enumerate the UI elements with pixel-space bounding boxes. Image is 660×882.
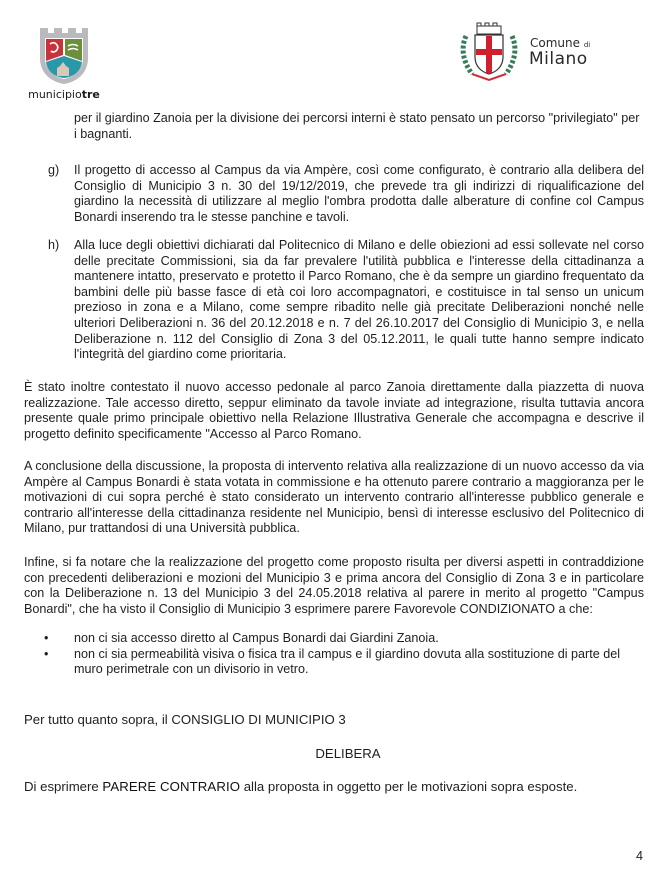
comune-label: Comune di [530,36,591,50]
bullet-item [44,631,644,647]
paragraph-finally: Infine, si fa notare che la realizzazione del progetto come proposto risulta per diversi aspetti in contraddizione con precedenti deliberazioni e mozioni del Municipio 3 e prima ancora del Consiglio di Zona 3 e in particolare con la Deliberazione n. 13 del Municipio 3 del 24.05.2018 relativa al parere in merito al progetto "Campus Bonardi", che ha visto il Consiglio di Municipio 3 esprimere parere Favorevole CONDIZIONATO a che: [24,555,644,616]
closing-statement: Per tutto quanto sopra, il CONSIGLIO DI MUNICIPIO 3 [24,712,346,727]
conditions-list [44,631,644,678]
bullet-icon: • [44,631,49,645]
list-item-g [48,163,644,225]
list-item-text: Alla luce degli obiettivi dichiarati dal Politecnico di Milano e delle obiezioni ad essi sollevate nel corso delle precitate Commissioni, sia da far prevalere l'utilità pubblica e l'interesse della cittadinanza a mantenere intatto, preservato e protetto il Parco Romano, che è da sempre un giardino frequentato da bambini delle più basse fasce di età coi loro accompagnatori, e costituisce in tal senso un unicum prezioso in zona e a Milano, come sempre ribadito nelle già precitate Deliberazioni nonché nelle ulteriori Deliberazioni n. 36 del 20.12.2018 e n. 7 del 26.10.2017 del Consiglio di Municipio 3, e nella Deliberazione n. 112 del Consiglio di Zona 3 del 05.12.2011, le quali tutte hanno sempre indicato l'integrità del giardino come prioritaria. [74,238,644,362]
final-prefix: Di esprimere [24,779,103,794]
bullet-text: non ci sia accesso diretto al Campus Bonardi dai Giardini Zanoia. [74,631,439,645]
bullet-icon: • [44,646,49,661]
final-suffix: alla proposta in oggetto per le motivazioni sopra esposte. [240,779,578,794]
comune-di-milano-logo [456,22,606,82]
paragraph-conclusion: A conclusione della discussione, la proposta di intervento relativa alla realizzazione di un nuovo accesso da via Ampère al Campus Bonardi è stata votata in commissione e ha ottenuto parere contrario a maggioranza per le motivazioni di cui sopra perché è stato considerato un intervento contrario all'interesse pubblico generale e contrario all'interesse della cittadinanza residente nel Municipio, bensì di interesse esclusivo del Politecnico di Milano, pur trattandosi di una Università pubblica. [24,459,644,536]
paragraph-access-contested: È stato inoltre contestato il nuovo accesso pedonale al parco Zanoia direttamente dalla piazzetta di nuova realizzazione. Tale accesso diretto, seppur eliminato da tavole inviate ad integrazione, risulta tuttavia ancora presente quale primo principale obiettivo nella Relazione Illustrativa Generale che accompagna e descrive il progetto definito specificamente "Accesso al Parco Romano. [24,380,644,441]
milano-label: Milano [529,49,588,69]
bullet-text: non ci sia permeabilità visiva o fisica tra il campus e il giardino dovuta alla sostituzione di parte del muro perimetrale con un divisorio in vetro. [74,646,621,677]
final-emphasis: PARERE CONTRARIO [102,779,241,794]
municipio-shield-icon [36,24,92,86]
item-f-continuation: per il giardino Zanoia per la divisione dei percorsi interni è stato pensato un percorso "privilegiato" per i bagnanti. [74,111,640,141]
delibera-heading: DELIBERA [315,746,381,761]
bullet-item [44,647,644,678]
list-item-text: Il progetto di accesso al Campus da via Ampère, così come configurato, è contrario alla delibera del Consiglio di Municipio 3 n. 30 del 19/12/2019, che prevede tra gli indirizzi di riqualificazione del giardino la necessità di utilizzare al meglio l'ombra prodotta dalle alberature di confine col Campus Bonardi inserendo tra le stesse panchine e tavoli. [74,163,644,224]
final-resolution [24,779,577,795]
municipio-tre-logo [28,24,100,101]
municipio-tre-label: municipiotre [28,88,100,101]
list-marker: h) [48,238,60,252]
list-item-h [48,238,644,363]
list-marker: g) [48,163,60,177]
page-number: 4 [636,849,644,863]
milano-crest-icon [456,22,522,84]
